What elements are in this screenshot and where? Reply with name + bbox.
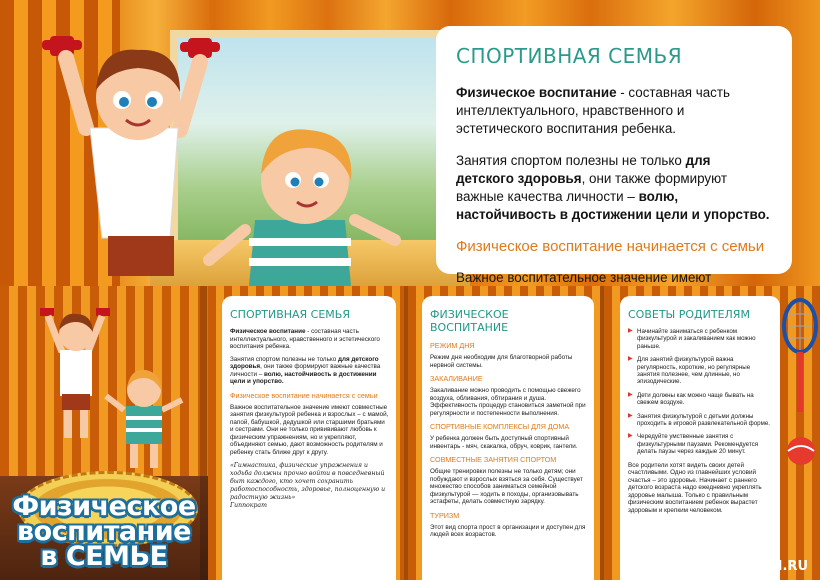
panel-sheet (620, 296, 780, 580)
brochure-panel-sport-family (208, 286, 408, 580)
paragraph-text: Занятия спортом полезны не только (230, 355, 338, 363)
paragraph-text: , они также формируют важные качества личности – (456, 171, 727, 204)
paragraph-text: , они также формируют важные качества личности – (230, 363, 381, 378)
section-heading: СОВМЕСТНЫЕ ЗАНЯТИЯ СПОРТОМ (430, 455, 557, 464)
card-paragraph-1 (456, 84, 772, 138)
panel-paragraph: Важное воспитательное значение имеют совместные занятия физкультурой ребенка и взрослых – с мамой, папой, бабушкой, дедушкой или старшими братьями и сестрами. Они не только привививают любовь к физическим упражнениям, но и укрепляют, объединяют семью, дают возможность родителям и ребенку стать ближе друг к другу. (230, 403, 389, 456)
tennis-racket-icon (780, 296, 820, 416)
brochure-cover-panel (0, 286, 208, 580)
cover-title-line: в СЕМЬЕ (40, 541, 168, 572)
boy-with-dumbbells-illustration (30, 18, 230, 286)
panel-paragraph (230, 356, 389, 386)
top-zoom-panel (0, 0, 820, 286)
tip-item: ▶ Начинайте заниматься с ребенком физкультурой и закаливанием как можно раньше. (628, 328, 774, 350)
card-title: СПОРТИВНАЯ СЕМЬЯ (456, 44, 683, 68)
card-paragraph-2 (456, 152, 772, 224)
section-text: Режим дня необходим для благотворной работы нервной системы. (430, 354, 573, 369)
bold-term: Физическое воспитание (456, 85, 617, 100)
tip-item: ▶ Занятия физкультурой с детьми должны проходить в игровой развлекательной форме. (628, 413, 774, 428)
panel-title: СОВЕТЫ РОДИТЕЛЯМ (628, 308, 750, 321)
tip-item: ▶ Дети должны как можно чаще бывать на свежем воздухе. (628, 392, 774, 407)
bold-term: волю, настойчивость в достижении цели и упорство. (230, 370, 377, 385)
ball-icon (786, 436, 816, 466)
bold-term: волю, настойчивость в достижении цели и упорство. (456, 189, 770, 222)
panel-title: СПОРТИВНАЯ СЕМЬЯ (230, 308, 350, 321)
tips-list (628, 328, 774, 456)
card-subheading: Физическое воспитание начинается с семьи (456, 238, 765, 255)
brochure-panel-parent-tips (604, 286, 820, 580)
panel-title: ФИЗИЧЕСКОЕ ВОСПИТАНИЕ (430, 308, 509, 334)
panel-sheet (222, 296, 396, 580)
quote-author: Гиппократ (230, 502, 267, 509)
cover-title-line: Физическое (12, 491, 196, 522)
section-text: Этот вид спорта прост в организации и доступен для людей всех возрастов. (430, 523, 586, 538)
bold-term: для детского здоровья (456, 153, 711, 186)
watermark: MAAM.RU (736, 559, 808, 574)
girl-small-illustration (104, 360, 184, 470)
section-text: Общие тренировки полезны не только детям; они побуждают и взрослых взяться за себя. Существует множество способов заниматься семейной физкультурой — ходить в походы, организовывать эстафеты, делать совместную зарядку. (430, 468, 583, 505)
panel-subheading: Физическое воспитание начинается с семьи (230, 390, 378, 400)
paragraph-text: Занятия спортом полезны не только (456, 153, 686, 168)
section-heading: ТУРИЗМ (430, 510, 460, 520)
paragraph-text: - составная часть интеллектуального, нравственного и эстетического воспитания ребенка. (456, 85, 730, 136)
section-heading: РЕЖИМ ДНЯ (430, 341, 475, 350)
bold-term: для детского здоровья (230, 355, 379, 370)
panel-sheet (422, 296, 594, 580)
tip-item: ▶ Для занятий физкультурой важна регулярность, короткие, но регулярные занятия полезнее, чем длинные, но эпизодические. (628, 356, 774, 386)
brochure-overview (0, 286, 820, 580)
tip-item: ▶ Чередуйте умственные занятия с физкультурными паузами. Рекомендуется делать паузы через каждые 20 минут. (628, 433, 774, 455)
cover-title-line: воспитание (17, 516, 191, 547)
section-text: Закаливание можно проводить с помощью свежего воздуха, обливания, обтирания и душа. Эффективность процедур становиться заметной при регулярности и постепенности выполнения. (430, 387, 586, 417)
section-text: У ребенка должен быть доступный спортивный инвентарь - мяч, скакалка, обруч, коврик, гантели. (430, 435, 578, 450)
boy-small-illustration (40, 302, 110, 442)
card-paragraph-3: Важное воспитательное значение имеют (456, 270, 712, 285)
closing-text: Все родители хотят видеть своих детей счастливыми. Одно из главнейших условий счастья – это здоровье. Начинает с раннего детского возраста надо ежедневно укреплять здоровье малыша. Только с правильным физическим воспитанием ребенок вырастет здоровым и крепким человеком. (628, 461, 762, 514)
cover-title (0, 491, 208, 572)
panel-paragraph (230, 328, 389, 351)
section-heading: ЗАКАЛИВАНИЕ (430, 374, 483, 383)
paragraph-text: - составная часть интеллектуального, нравственного и эстетического воспитания ребенка. (230, 328, 380, 350)
quote (230, 462, 389, 510)
bold-term: Физическое воспитание (230, 328, 306, 335)
brochure-panel-physical-education (408, 286, 604, 580)
girl-stretching-illustration (205, 110, 405, 286)
info-card-zoomed (436, 26, 792, 285)
section-heading: СПОРТИВНЫЕ КОМПЛЕКСЫ ДЛЯ ДОМА (430, 422, 570, 431)
quote-text: «Гимнастика, физические упражнения и ходьба должны прочно войти в повседневный быт каждого, кто хочет сохранить работоспособность, здоровье, полноценную и радостную жизнь» (230, 462, 386, 501)
